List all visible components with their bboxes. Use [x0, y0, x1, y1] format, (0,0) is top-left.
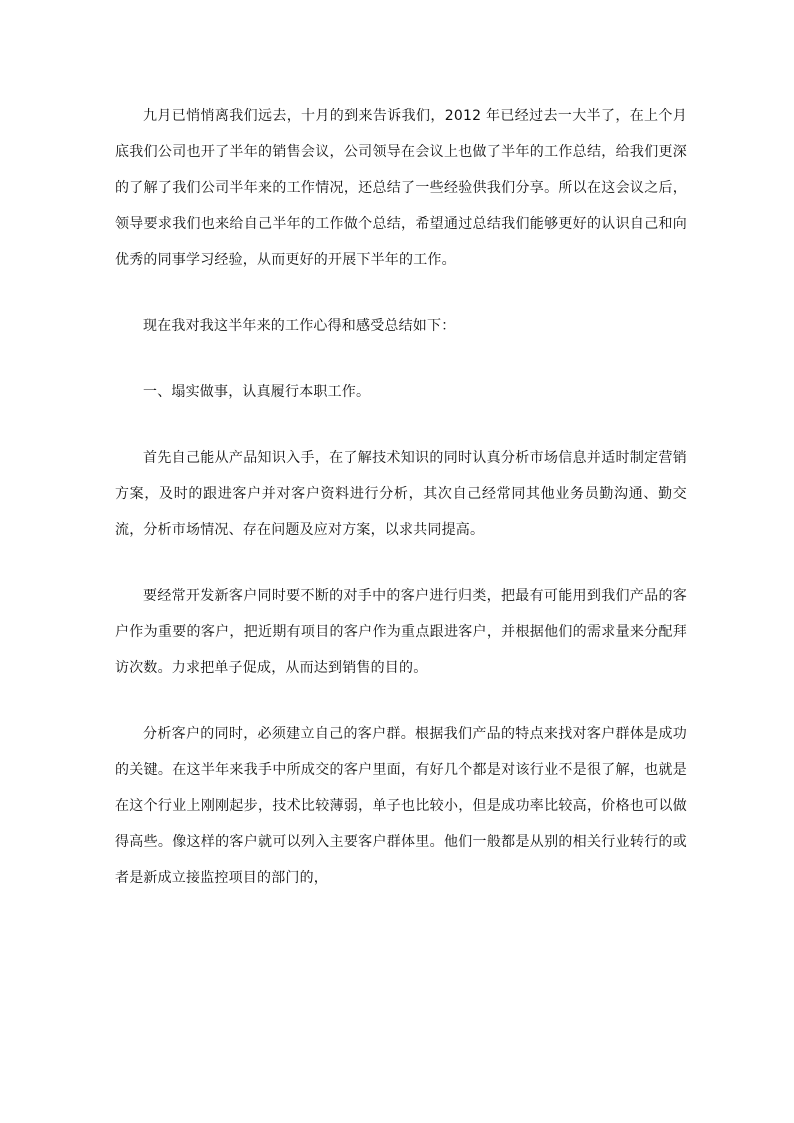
paragraph-summary-lead: 现在我对我这半年来的工作心得和感受总结如下：	[143, 318, 456, 334]
paragraph-new-customers: 要经常开发新客户同时要不断的对手中的客户进行归类，把最有可能用到我们产品的客户作为重要的客户，把近期有项目的客户作为重点跟进客户，并根据他们的需求量来分配拜访次数。力求把单子促成，从而达到销售的目的。	[115, 588, 687, 676]
paragraph-product-knowledge: 首先自己能从产品知识入手，在了解技术知识的同时认真分析市场信息并适时制定营销方案，及时的跟进客户并对客户资料进行分析，其次自己经常同其他业务员勤沟通、勤交流，分析市场情况、存在问题及应对方案，以求共同提高。	[115, 450, 687, 538]
document-page	[115, 98, 687, 896]
paragraph-customer-group: 分析客户的同时，必须建立自己的客户群。根据我们产品的特点来找对客户群体是成功的关键。在这半年来我手中所成交的客户里面，有好几个都是对该行业不是很了解，也就是在这个行业上刚刚起步，技术比较薄弱，单子也比较小，但是成功率比较高，价格也可以做得高些。像这样的客户就可以列入主要客户群体里。他们一般都是从别的相关行业转行的或者是新成立接监控项目的部门的，	[115, 726, 687, 886]
section-heading-1: 一、塌实做事，认真履行本职工作。	[143, 384, 371, 400]
paragraph-intro: 九月已悄悄离我们远去，十月的到来告诉我们，2012 年已经过去一大半了，在上个月底我们公司也开了半年的销售会议，公司领导在会议上也做了半年的工作总结，给我们更深的了解了我们公司半年来的工作情况，还总结了一些经验供我们分享。所以在这会议之后，领导要求我们也来给自己半年的工作做个总结，希望通过总结我们能够更好的认识自己和向优秀的同事学习经验，从而更好的开展下半年的工作。	[115, 108, 687, 268]
